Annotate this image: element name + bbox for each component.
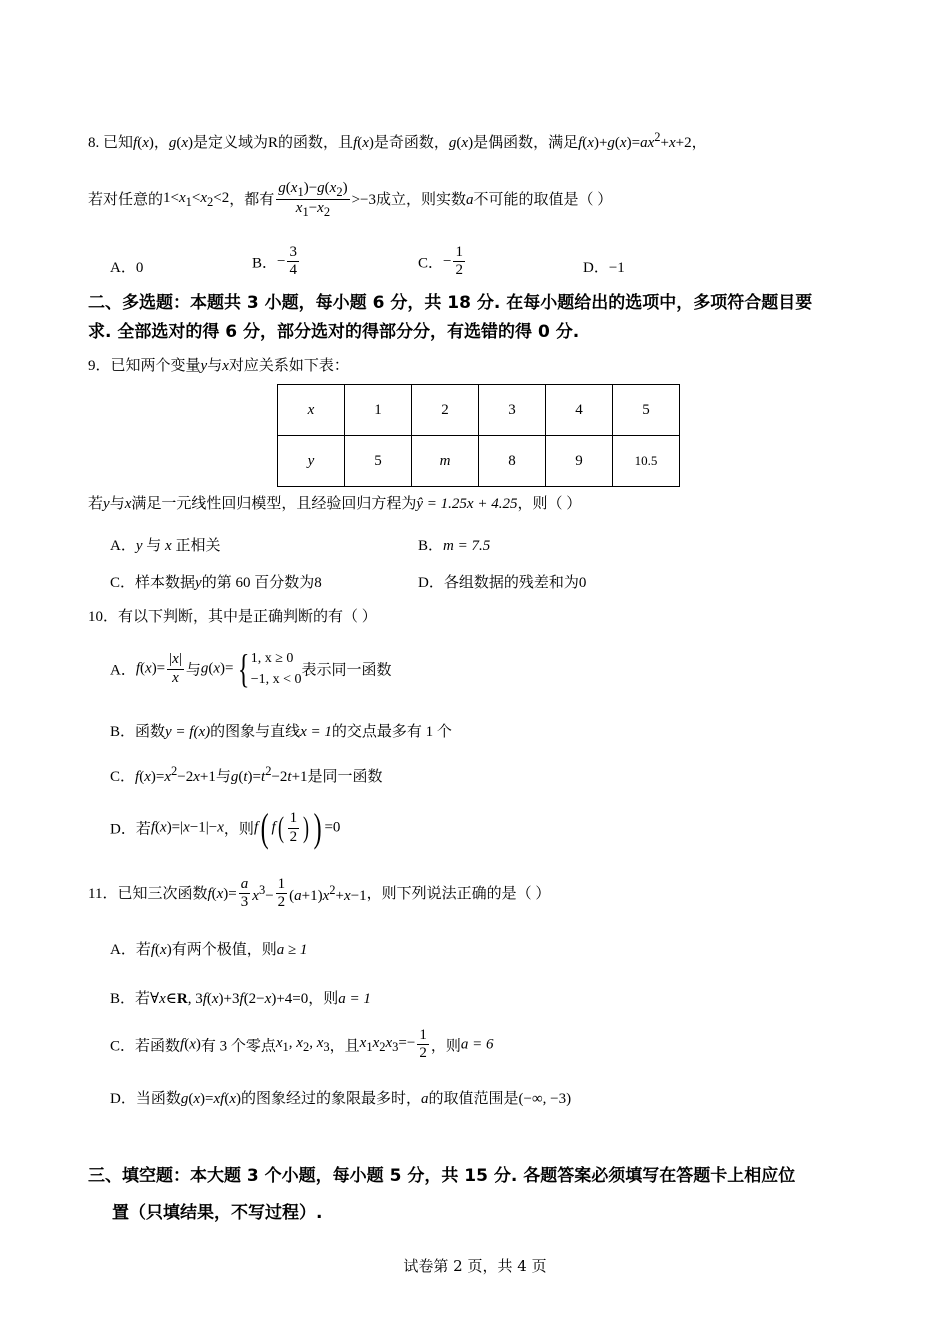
table-cell: 8 — [479, 436, 546, 487]
section3-heading-line1: 三、填空题：本大题 3 个小题，每小题 5 分，共 15 分. 各题答案必须填写在答题卡上相应位 — [88, 1166, 796, 1186]
table-cell: 4 — [546, 385, 613, 436]
q9-option-b: B．m = 7.5 — [418, 538, 491, 554]
q9-line2: 若y与x满足一元线性回归模型，且经验回归方程为ŷ = 1.25x + 4.25，则（ ） — [88, 496, 582, 512]
section2-heading-line2: 求. 全部选对的得 6 分，部分选对的得部分分，有选错的得 0 分. — [88, 322, 580, 342]
q10-stem: 10．有以下判断，其中是正确判断的有（ ） — [88, 609, 377, 625]
table-cell: 3 — [479, 385, 546, 436]
q8-option-a: A．0 — [110, 260, 144, 276]
q9-option-c: C．样本数据y的第 60 百分数为8 — [110, 575, 322, 591]
q8-option-c: C．− $\frac{1}{2}$ — [418, 244, 463, 279]
q11-stem: 11．已知三次函数f(x)= $\frac{a}{3}$ $x^3-$ $\frac{1}{2}$ $(a+1)x^2+x-1$，则下列说法正确的是（ ） — [88, 876, 551, 911]
q11-option-b: B．若∀x∈R, 3f(x)+3f(2−x)+4=0，则a = 1 — [110, 991, 371, 1007]
table-cell: m — [412, 436, 479, 487]
section2-heading-line1: 二、多选题：本题共 3 小题，每小题 6 分，共 18 分. 在每小题给出的选项中，多项符合题目要 — [88, 293, 813, 313]
table-cell: y — [278, 436, 345, 487]
table-row — [278, 385, 680, 436]
q8-line1: 8. 已知f(x)，g(x)是定义域为R的函数，且f(x)是奇函数，g(x)是偶函数，满足$f(x)+g(x)=ax^2+x+2$， — [88, 130, 707, 151]
table-cell: 9 — [546, 436, 613, 487]
q9-stem: 9．已知两个变量y与x对应关系如下表： — [88, 358, 349, 374]
q9-option-d: D．各组数据的残差和为0 — [418, 575, 587, 591]
table-cell: 5 — [345, 436, 412, 487]
q10-option-a: A．f(x)= $\frac{|x|}{x}$ 与g(x)={ 1, x ≥ 0 −1, x < 0表示同一函数 — [110, 646, 392, 691]
q8-line2: 若对任意的$1<x_1<x_2<2$，都有 $\frac{g(x_1)-g(x_2)}{x_1-x_2}$ >−3成立，则实数a不可能的取值是（ ） — [88, 180, 613, 220]
table-cell: 2 — [412, 385, 479, 436]
table-cell: 1 — [345, 385, 412, 436]
q8-option-d: D．−1 — [583, 260, 625, 276]
page-footer: 试卷第 2 页，共 4 页 — [403, 1257, 547, 1275]
q9-option-a: A．y 与 x 正相关 — [110, 538, 221, 554]
q10-option-d: D．若f(x)=|x−1|−x，则f( f( $\frac{1}{2}$ ) ) =0 — [110, 805, 341, 850]
q8-option-b: B．− $\frac{3}{4}$ — [252, 244, 297, 279]
table-cell: 5 — [613, 385, 680, 436]
section3-heading-line2: 置（只填结果，不写过程）. — [112, 1203, 323, 1223]
table-row — [278, 436, 680, 487]
table-cell: 10.5 — [613, 436, 680, 487]
q10-option-c: C．$f(x)=x^2-2x+1$与$g(t)=t^2-2t+1$是同一函数 — [110, 764, 383, 785]
q10-option-b: B．函数y = f(x)的图象与直线x = 1的交点最多有 1 个 — [110, 724, 452, 740]
q9-data-table — [277, 384, 680, 487]
q11-option-d: D．当函数g(x)=xf(x)的图象经过的象限最多时，a的取值范围是(−∞, −3) — [110, 1091, 572, 1107]
table-cell: x — [278, 385, 345, 436]
q8-difference-quotient: $\frac{g(x_1)-g(x_2)}{x_1-x_2}$ — [278, 180, 348, 220]
q11-option-a: A．若f(x)有两个极值，则a ≥ 1 — [110, 942, 308, 958]
q11-option-c: C．若函数f(x)有 3 个零点$x_1$, $x_2$, $x_3$，且$x_1x_2x_3=-$ $\frac{1}{2}$ ，则a = 6 — [110, 1027, 494, 1062]
